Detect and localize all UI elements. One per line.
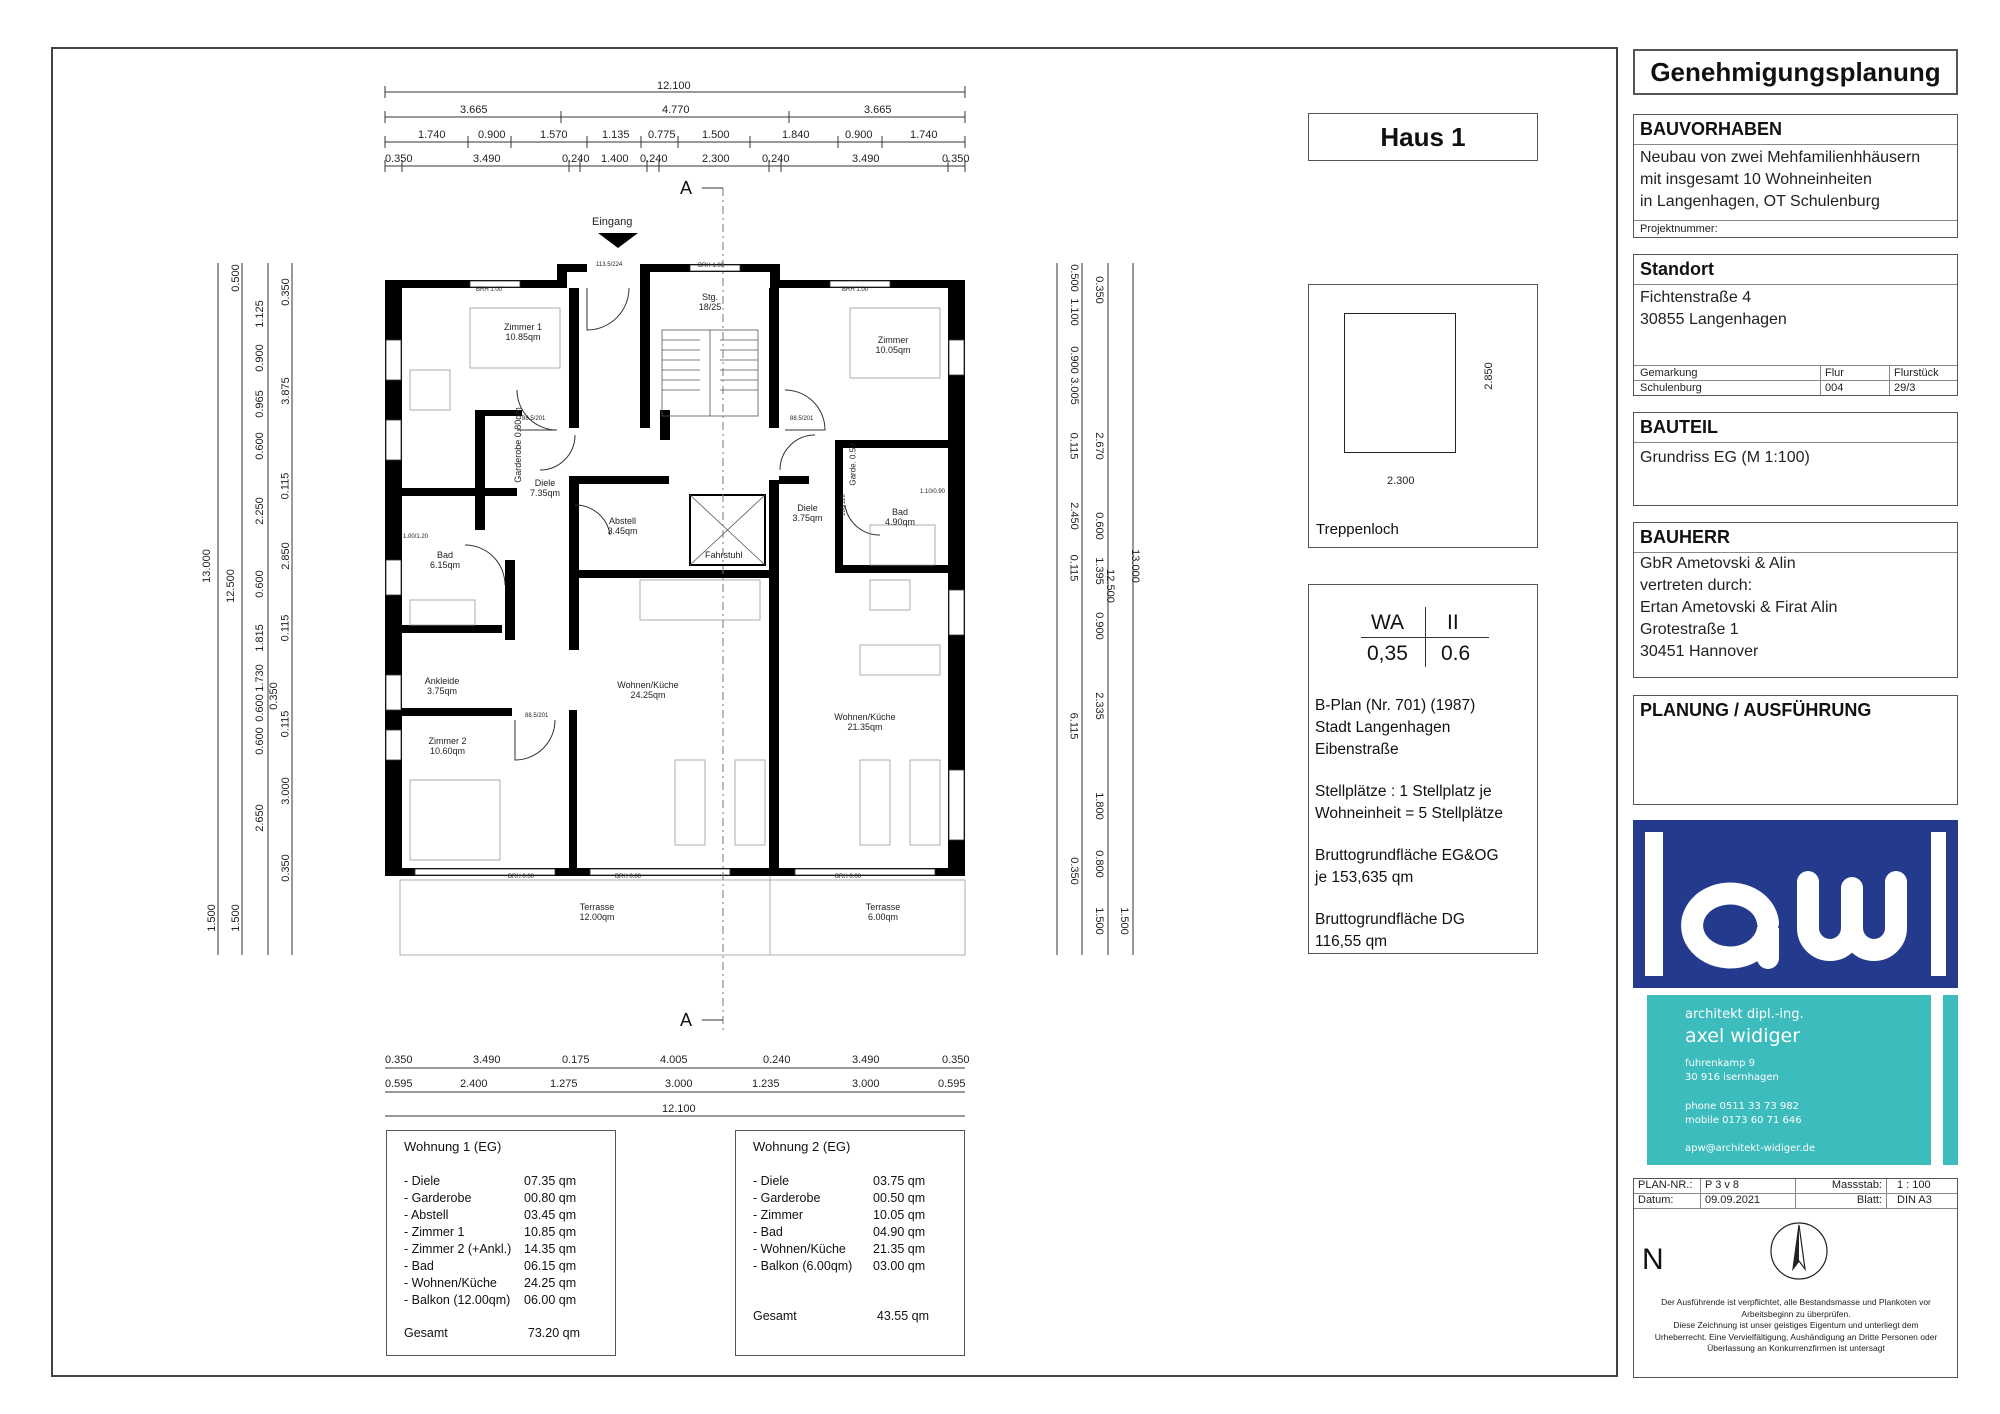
area-label: - Diele	[404, 1173, 441, 1188]
eingang-label: Eingang	[592, 216, 633, 228]
window-label-100: 100/120	[840, 494, 847, 516]
dim-bot1-3: 0.175	[562, 1054, 590, 1066]
bauherr-box	[1633, 522, 1958, 678]
architect-title: architekt dipl.-ing.	[1685, 1007, 1804, 1022]
dim-bot1-2: 3.490	[473, 1054, 501, 1066]
dim-top4-4: 1.400	[601, 153, 629, 165]
room-zimmer: Zimmer 10.05qm	[875, 335, 911, 355]
room-garderobe2: Garde. 0.50	[848, 443, 858, 486]
planung-header: PLANUNG / AUSFÜHRUNG	[1640, 700, 1872, 720]
treppenloch-box	[1308, 284, 1538, 548]
area-value: 00.80 qm	[524, 1190, 577, 1205]
brh-bottom-2: BRH 0.00	[508, 874, 535, 880]
dim-top4-3: 0.240	[562, 153, 590, 165]
treppenloch-width: 2.300	[1387, 475, 1415, 487]
room-bad2: Bad 4.90qm	[884, 507, 916, 527]
datum-label: Datum:	[1634, 1194, 1701, 1208]
brh-label-1: BRH 1.00	[476, 287, 503, 293]
dim-bot2-5: 1.235	[752, 1078, 780, 1090]
dim-left-a-3: 0.900	[253, 344, 266, 372]
blatt-value: DIN A3	[1897, 1194, 1932, 1206]
wohnung1-box	[386, 1130, 616, 1356]
dim-bot2-7: 0.595	[938, 1078, 966, 1090]
area-label: - Bad	[404, 1258, 434, 1273]
area-value: 14.35 qm	[524, 1241, 577, 1256]
dim-right-b-4: 1.395	[1092, 557, 1105, 585]
area-row	[753, 1189, 947, 1206]
bplan-text: B-Plan (Nr. 701) (1987) Stadt Langenhagen Eibenstraße Stellplätze : 1 Stellplatz je Wohneinheit = 5 Stellplätze Bruttogrundfläche EG&OG je 153,635 qm Bruttogrundfläche DG 116,55 qm	[1315, 697, 1503, 950]
gemarkung-value: Schulenburg	[1634, 381, 1821, 395]
dim-right-b-8: 0.800	[1092, 850, 1105, 878]
dim-right-sub: 12.500	[1103, 569, 1116, 603]
room-diele1: Diele 7.35qm	[529, 478, 561, 498]
bplan-gfz: 0.6	[1441, 642, 1471, 665]
architect-logo	[1633, 820, 1958, 988]
dim-right-b-5: 0.900	[1092, 612, 1105, 640]
haus-title: Haus 1	[1380, 122, 1466, 152]
room-terrasse1: Terrasse 12.00qm	[579, 902, 615, 922]
room-fahrstuhl: Fahrstuhl	[705, 550, 743, 560]
dim-right-a-3: 0.900	[1067, 346, 1080, 374]
bauteil-box	[1633, 412, 1958, 506]
room-diele2: Diele 3.75qm	[792, 503, 823, 523]
area-label: - Zimmer 1	[404, 1224, 465, 1239]
north-arrow-icon	[1767, 1219, 1831, 1283]
architect-city: 30 916 isernhagen	[1685, 1072, 1779, 1083]
title-box	[1633, 49, 1958, 95]
bauherr-line-2: vertreten durch:	[1640, 577, 1753, 594]
bauteil-text: Grundriss EG (M 1:100)	[1640, 449, 1810, 466]
massstab-value: 1 : 100	[1897, 1179, 1931, 1191]
section-marker-top: A	[680, 178, 693, 198]
dim-top2-2: 4.770	[662, 104, 690, 116]
dim-right-a-10: 1.500	[1117, 907, 1130, 935]
bplan-matrix	[1361, 607, 1489, 667]
dim-left-a-1: 0.500	[229, 264, 242, 292]
bplan-grz: 0,35	[1367, 642, 1408, 665]
dim-bot1-5: 0.240	[763, 1054, 791, 1066]
dim-left-total: 13.000	[200, 549, 213, 583]
wohnung2-table	[753, 1172, 947, 1274]
brh-bottom-3: BRH 0.00	[835, 874, 862, 880]
standort-line-1: Fichtenstraße 4	[1640, 289, 1752, 306]
dim-right-b-9: 1.500	[1092, 907, 1105, 935]
area-label: - Zimmer	[753, 1207, 803, 1222]
bauvorhaben-box	[1633, 114, 1958, 238]
dim-bot2-6: 3.000	[852, 1078, 880, 1090]
bauteil-header: BAUTEIL	[1634, 413, 1957, 443]
room-stairs: Stg. 18/25	[698, 292, 722, 312]
bplan-ii: II	[1447, 611, 1459, 634]
dim-left-b-6: 0.350	[267, 682, 280, 710]
dim-left-b-4: 2.850	[279, 542, 292, 570]
dim-top3-7: 1.840	[782, 129, 810, 141]
wohnung2-box	[735, 1130, 965, 1356]
dim-top3-9: 1.740	[910, 129, 938, 141]
dim-bot2-2: 2.400	[460, 1078, 488, 1090]
dim-bot2-4: 3.000	[665, 1078, 693, 1090]
dim-top4-9: 0.350	[942, 153, 970, 165]
dim-left-b-2: 3.875	[279, 377, 292, 405]
dim-top2-3: 3.665	[864, 104, 892, 116]
haus-title-box	[1308, 113, 1538, 161]
dim-bot1-7: 0.350	[942, 1054, 970, 1066]
wohnung2-total: Gesamt 43.55 qm	[753, 1309, 929, 1323]
door-label-2: 88.5/201	[790, 416, 814, 422]
area-value: 06.15 qm	[524, 1258, 577, 1273]
dim-left-b-1: 0.350	[279, 278, 292, 306]
area-row	[404, 1257, 598, 1274]
page-title: Genehmigungsplanung	[1650, 57, 1941, 87]
standort-box	[1633, 254, 1958, 396]
dim-top3-2: 0.900	[478, 129, 506, 141]
flurstueck-value: 29/3	[1894, 382, 1916, 394]
room-terrasse2: Terrasse 6.00qm	[865, 902, 901, 922]
room-zimmer1: Zimmer 1 10.85qm	[504, 322, 542, 342]
room-ankleide: Ankleide 3.75qm	[424, 676, 460, 696]
dim-right-b-1: 0.350	[1092, 276, 1105, 304]
area-value: 10.05 qm	[873, 1207, 926, 1222]
area-row	[404, 1274, 598, 1291]
bplan-wa: WA	[1371, 611, 1405, 634]
area-row	[753, 1172, 947, 1189]
door-label-3: 88.5/201	[525, 713, 549, 719]
dim-left-a-13: 1.500	[229, 904, 242, 932]
dim-right-b-2: 2.670	[1092, 432, 1105, 460]
dim-left-b-3: 0.115	[279, 472, 292, 500]
dim-left-b-9: 0.350	[279, 854, 292, 882]
dim-top4-7: 0.240	[762, 153, 790, 165]
brh-label-3: BRH 1.00	[842, 287, 869, 293]
room-zimmer2: Zimmer 2 10.60qm	[428, 736, 467, 756]
area-row	[753, 1240, 947, 1257]
planung-box	[1633, 695, 1958, 805]
bauvorhaben-line-1: Neubau von zwei Mehfamilienhhäusern	[1640, 149, 1921, 166]
dim-bot2-1: 0.595	[385, 1078, 413, 1090]
area-row	[753, 1257, 947, 1274]
room-garderobe: Garderobe 0.80qm	[512, 407, 523, 483]
area-label: - Balkon (12.00qm)	[404, 1292, 511, 1307]
gemarkung-label: Gemarkung	[1634, 366, 1821, 380]
area-value: 03.45 qm	[524, 1207, 577, 1222]
flurstueck-table	[1634, 365, 1957, 395]
area-label: - Abstell	[404, 1207, 449, 1222]
aw-logo-icon	[1668, 868, 1923, 978]
treppenloch-shape	[1344, 313, 1456, 453]
planinfo-box	[1633, 1178, 1958, 1378]
standort-line-2: 30855 Langenhagen	[1640, 311, 1787, 328]
architect-mobile: mobile 0173 60 71 646	[1685, 1115, 1802, 1126]
dim-right-a-2: 1.100	[1067, 298, 1080, 326]
dim-top3-5: 0.775	[648, 129, 676, 141]
area-row	[753, 1223, 947, 1240]
bauherr-line-3: Ertan Ametovski & Firat Alin	[1640, 599, 1838, 616]
area-label: - Garderobe	[753, 1190, 821, 1205]
north-label: N	[1642, 1243, 1664, 1276]
bauherr-line-1: GbR Ametovski & Alin	[1640, 555, 1796, 572]
area-value: 04.90 qm	[873, 1224, 926, 1239]
dim-left-a-6: 2.250	[253, 497, 266, 525]
dim-right-a-7: 0.115	[1067, 554, 1080, 582]
architect-card	[1633, 995, 1958, 1165]
dim-left-a-11: 0.600	[253, 727, 266, 755]
area-value: 03.75 qm	[873, 1173, 926, 1188]
flurstueck-label: Flurstück	[1894, 367, 1939, 379]
area-row	[404, 1206, 598, 1223]
dim-top4-2: 3.490	[473, 153, 501, 165]
bauvorhaben-line-3: in Langenhagen, OT Schulenburg	[1640, 193, 1880, 210]
dim-right-b-7: 1.800	[1092, 792, 1105, 820]
area-row	[404, 1240, 598, 1257]
treppenloch-label: Treppenloch	[1316, 521, 1399, 538]
room-wohnen1: Wohnen/Küche 24.25qm	[617, 680, 679, 700]
wohnung1-table	[404, 1172, 598, 1308]
dim-bot-total: 12.100	[662, 1103, 696, 1115]
room-bad1: Bad 6.15qm	[429, 550, 461, 570]
area-value: 06.00 qm	[524, 1292, 577, 1307]
area-value: 10.85 qm	[524, 1224, 577, 1239]
door-label-1: 88.5/201	[522, 416, 546, 422]
dim-right-a-8: 6.115	[1067, 712, 1080, 740]
dim-right-total: 13.000	[1128, 549, 1141, 583]
dim-top-total: 12.100	[657, 80, 691, 92]
dim-top3-4: 1.135	[602, 129, 630, 141]
standort-header: Standort	[1634, 255, 1957, 285]
dim-left-a-12: 2.650	[253, 804, 266, 832]
blatt-label: Blatt:	[1796, 1194, 1887, 1208]
bauvorhaben-line-2: mit insgesamt 10 Wohneinheiten	[1640, 171, 1872, 188]
area-label: - Wohnen/Küche	[404, 1275, 497, 1290]
area-value: 07.35 qm	[524, 1173, 577, 1188]
dim-left-a-9: 1.730	[253, 664, 266, 692]
dim-right-a-5: 0.115	[1067, 432, 1080, 460]
area-label: - Bad	[753, 1224, 783, 1239]
flur-label: Flur	[1821, 366, 1890, 380]
area-row	[404, 1223, 598, 1240]
dim-top4-8: 3.490	[852, 153, 880, 165]
projektnummer: Projektnummer:	[1634, 220, 1957, 237]
wohnung1-title: Wohnung 1 (EG)	[404, 1139, 502, 1154]
room-abstell: Abstell 3.45qm	[607, 516, 638, 536]
bauherr-header: BAUHERR	[1634, 523, 1957, 553]
area-row	[404, 1291, 598, 1308]
dim-left-a-7: 0.600	[253, 570, 266, 598]
area-value: 00.50 qm	[873, 1190, 926, 1205]
area-label: - Diele	[753, 1173, 790, 1188]
bauvorhaben-header: BAUVORHABEN	[1634, 115, 1957, 145]
wohnung2-title: Wohnung 2 (EG)	[753, 1139, 851, 1154]
brh-label-2: BRH 1.00	[698, 263, 725, 269]
dim-bot1-1: 0.350	[385, 1054, 413, 1066]
plan-nr-value: P 3 v 8	[1701, 1179, 1796, 1193]
dim-top4-1: 0.350	[385, 153, 413, 165]
dim-left-a-2: 1.125	[253, 300, 266, 328]
dim-top3-8: 0.900	[845, 129, 873, 141]
dim-left-a-5: 0.600	[253, 432, 266, 460]
dim-left-sub: 12.500	[224, 569, 237, 603]
area-row	[404, 1172, 598, 1189]
area-value: 03.00 qm	[873, 1258, 926, 1273]
area-value: 21.35 qm	[873, 1241, 926, 1256]
massstab-label: Massstab:	[1796, 1179, 1887, 1193]
room-wohnen2: Wohnen/Küche 21.35qm	[834, 712, 896, 732]
dim-top4-5: 0.240	[640, 153, 668, 165]
dim-left-a-8: 1.815	[253, 624, 266, 652]
disclaimer: Der Ausführende ist verpflichtet, alle Bestandsmasse und Plankoten vor Arbeitsbeginn zu überprüfen. Diese Zeichnung ist unser geistiges Eigentum und unterliegt dem Urheberrecht. Eine Vervielfältigung, Aushändigung an Dritte Personen oder Überlassung an Konkurrenzfirmen ist untersagt	[1654, 1297, 1938, 1353]
brh-bottom-1: BRH 0.00	[615, 874, 642, 880]
treppenloch-height: 2.850	[1482, 362, 1495, 390]
dim-left-b-7: 0.115	[279, 710, 292, 738]
area-row	[404, 1189, 598, 1206]
window-label-bad2: 1.10/0.90	[920, 489, 946, 495]
dim-bot2-3: 1.275	[550, 1078, 578, 1090]
area-label: - Balkon (6.00qm)	[753, 1258, 853, 1273]
architect-street: fuhrenkamp 9	[1685, 1058, 1755, 1069]
architect-phone: phone 0511 33 73 982	[1685, 1101, 1799, 1112]
dim-right-b-3: 0.600	[1092, 512, 1105, 540]
bplan-box	[1308, 584, 1538, 954]
plan-nr-label: PLAN-NR.:	[1634, 1179, 1701, 1193]
area-label: - Zimmer 2 (+Ankl.)	[404, 1241, 512, 1256]
area-label: - Garderobe	[404, 1190, 472, 1205]
wohnung1-total: Gesamt 73.20 qm	[404, 1326, 580, 1340]
dim-left-a-10: 0.600	[253, 694, 266, 722]
dim-bot1-6: 3.490	[852, 1054, 880, 1066]
area-label: - Wohnen/Küche	[753, 1241, 846, 1256]
dim-top4-6: 2.300	[702, 153, 730, 165]
flur-value: 004	[1821, 381, 1890, 395]
dim-right-a-4: 3.005	[1067, 377, 1080, 405]
window-label-bad1: 1.00/1.20	[403, 534, 429, 540]
datum-value: 09.09.2021	[1701, 1194, 1796, 1208]
dim-right-a-9: 0.350	[1067, 857, 1080, 885]
bauherr-line-4: Grotestraße 1	[1640, 621, 1739, 638]
dim-top2-1: 3.665	[460, 104, 488, 116]
dim-left-b-5: 0.115	[279, 614, 292, 642]
dim-right-a-1: 0.500	[1067, 264, 1080, 292]
dim-left-b-10: 1.500	[205, 904, 218, 932]
dim-top3-1: 1.740	[418, 129, 446, 141]
bauherr-line-5: 30451 Hannover	[1640, 643, 1759, 660]
door-label-entrance: 113.5/224	[596, 262, 623, 268]
architect-name: axel widiger	[1685, 1025, 1801, 1047]
dim-top3-6: 1.500	[702, 129, 730, 141]
dim-right-a-6: 2.450	[1067, 502, 1080, 530]
dim-right-b-6: 2.335	[1092, 692, 1105, 720]
dim-top3-3: 1.570	[540, 129, 568, 141]
architect-email: apw@architekt-widiger.de	[1685, 1143, 1816, 1154]
area-row	[753, 1206, 947, 1223]
dim-left-a-4: 0.965	[253, 390, 266, 418]
area-value: 24.25 qm	[524, 1275, 577, 1290]
dim-bot1-4: 4.005	[660, 1054, 688, 1066]
dim-left-b-8: 3.000	[279, 777, 292, 805]
section-marker-bottom: A	[680, 1010, 693, 1030]
